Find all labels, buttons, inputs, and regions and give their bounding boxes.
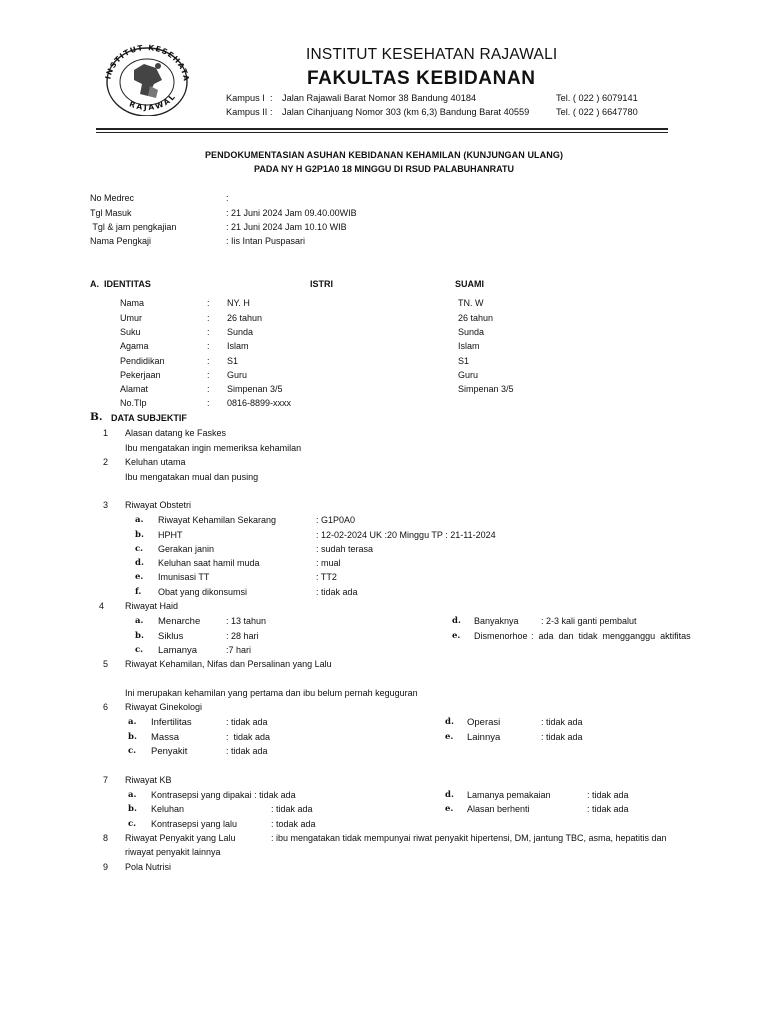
identitas-sep: : — [207, 370, 210, 380]
identitas-sep: : — [207, 313, 210, 323]
list-label: Keluhan saat hamil muda — [158, 558, 260, 568]
meta-label: Tgl & jam pengkajian — [90, 222, 177, 232]
column-istri-heading: ISTRI — [310, 279, 334, 289]
list-value: : tidak ada — [587, 790, 629, 800]
list-value: : G1P0A0 — [316, 515, 356, 525]
campus1-sep: : — [270, 93, 273, 103]
document-title-line1: PENDOKUMENTASIAN ASUHAN KEBIDANAN KEHAMILAN (KUNJUNGAN ULANG) — [204, 150, 564, 160]
identitas-istri-value: S1 — [227, 356, 239, 366]
item-label: Riwayat Kehamilan, Nifas dan Persalinan yang Lalu — [125, 659, 332, 669]
header-rule-thin — [96, 132, 668, 133]
identitas-label: Pendidikan — [120, 356, 165, 366]
list-letter: c. — [135, 544, 144, 554]
identitas-istri-value: 0816-8899-xxxx — [227, 398, 292, 408]
institution-logo — [96, 40, 198, 116]
item-number: 9 — [103, 862, 109, 872]
list-value: : sudah terasa — [316, 544, 374, 554]
identitas-label: Suku — [120, 327, 141, 337]
item-number: 5 — [103, 659, 109, 669]
item-label-continued: riwayat penyakit lainnya — [125, 847, 221, 857]
list-letter: c. — [135, 645, 144, 655]
identitas-suami-value: Sunda — [458, 327, 485, 337]
item-text: Ibu mengatakan ingin memeriksa kehamilan — [125, 443, 302, 453]
list-label: HPHT — [158, 530, 183, 540]
item-number: 8 — [103, 833, 109, 843]
list-letter: b. — [128, 732, 137, 742]
identitas-suami-value: 26 tahun — [458, 313, 494, 323]
list-label: Penyakit — [151, 746, 188, 757]
list-value: : tidak ada — [587, 804, 629, 814]
list-label: Lainnya — [467, 732, 501, 743]
campus1-label: Kampus I — [226, 93, 265, 103]
list-letter: d. — [445, 717, 454, 727]
item-label: Alasan datang ke Faskes — [125, 428, 227, 438]
identitas-label: Pekerjaan — [120, 370, 161, 380]
list-value: : tidak ada — [541, 732, 583, 742]
item-number: 2 — [103, 457, 109, 467]
item-number: 6 — [103, 702, 109, 712]
identitas-sep: : — [207, 384, 210, 394]
campus1-phone: Tel. ( 022 ) 6079141 — [556, 93, 638, 103]
svg-text:INSTITUT KESEHATAN: INSTITUT KESEHATA — [103, 42, 192, 83]
identitas-istri-value: Simpenan 3/5 — [227, 384, 283, 394]
list-letter: a. — [128, 717, 137, 727]
list-letter: e. — [445, 732, 454, 742]
list-value: : TT2 — [316, 572, 337, 582]
item-text: Ini merupakan kehamilan yang pertama dan ibu belum pernah keguguran — [125, 688, 418, 698]
list-letter: e. — [445, 804, 454, 814]
campus1-address: Jalan Rajawali Barat Nomor 38 Bandung 40184 — [282, 93, 477, 103]
list-label: Alasan berhenti — [467, 804, 530, 814]
list-value: : mual — [316, 558, 341, 568]
list-label: Siklus — [158, 631, 184, 642]
list-value: : 13 tahun — [226, 616, 267, 626]
item-number: 1 — [103, 428, 109, 438]
campus2-label: Kampus II — [226, 107, 268, 117]
meta-value: : 21 Juni 2024 Jam 10.10 WIB — [226, 222, 347, 232]
item-label: Pola Nutrisi — [125, 862, 172, 872]
list-letter: b. — [135, 530, 144, 540]
list-label: Gerakan janin — [158, 544, 215, 554]
list-label: Kontrasepsi yang lalu — [151, 819, 238, 829]
list-value: : 12-02-2024 UK :20 Minggu TP : 21-11-2024 — [316, 530, 496, 540]
item-number: 7 — [103, 775, 109, 785]
list-value: : tidak ada — [226, 717, 268, 727]
list-value: : todak ada — [271, 819, 316, 829]
list-value: : tidak ada — [271, 804, 313, 814]
item-label: Riwayat Obstetri — [125, 500, 192, 510]
identitas-sep: : — [207, 356, 210, 366]
identitas-istri-value: Guru — [227, 370, 248, 380]
list-label: Infertilitas — [151, 717, 192, 728]
list-letter: a. — [128, 790, 137, 800]
list-label: Obat yang dikonsumsi — [158, 587, 248, 597]
item-label: Riwayat Haid — [125, 601, 179, 611]
identitas-label: Alamat — [120, 384, 149, 394]
list-label: Operasi — [467, 717, 501, 728]
meta-label: No Medrec — [90, 193, 135, 203]
list-value: : 2-3 kali ganti pembalut — [541, 616, 637, 626]
institution-name: INSTITUT KESEHATAN RAJAWALI — [306, 46, 558, 63]
identitas-sep: : — [207, 341, 210, 351]
list-value: : tidak ada — [226, 732, 271, 742]
identitas-label: Umur — [120, 313, 142, 323]
faculty-name: FAKULTAS KEBIDANAN — [307, 68, 536, 89]
list-value: : ada dan tidak mengganggu aktifitas — [531, 631, 691, 641]
list-letter: d. — [445, 790, 454, 800]
identitas-suami-value: Guru — [458, 370, 479, 380]
meta-label: Nama Pengkaji — [90, 236, 152, 246]
campus2-phone: Tel. ( 022 ) 6647780 — [556, 107, 638, 117]
identitas-istri-value: NY. H — [227, 298, 250, 308]
meta-value: : — [226, 193, 229, 203]
list-letter: e. — [135, 572, 144, 582]
section-b-letter: B. — [90, 411, 103, 423]
header-rule — [96, 128, 668, 130]
list-letter: a. — [135, 616, 144, 626]
column-suami-heading: SUAMI — [455, 279, 484, 289]
section-identitas-heading: A. IDENTITAS — [90, 279, 151, 289]
list-label: Keluhan — [151, 804, 185, 814]
identitas-istri-value: Sunda — [227, 327, 254, 337]
identitas-istri-value: Islam — [227, 341, 249, 351]
meta-value: : Iis Intan Puspasari — [226, 236, 306, 246]
item-label: Riwayat KB — [125, 775, 172, 785]
list-value: : tidak ada — [541, 717, 583, 727]
list-label: Lamanya pemakaian — [467, 790, 551, 800]
item-number: 3 — [103, 500, 109, 510]
section-subjektif-heading: DATA SUBJEKTIF — [111, 413, 187, 423]
list-label: Menarche — [158, 616, 201, 627]
campus2-address: Jalan Cihanjuang Nomor 303 (km 6,3) Bandung Barat 40559 — [282, 107, 530, 117]
item-label: Keluhan utama — [125, 457, 186, 467]
identitas-sep: : — [207, 298, 210, 308]
list-letter: b. — [128, 804, 137, 814]
document-title-line2: PADA NY H G2P1A0 18 MINGGU DI RSUD PALABUHANRATU — [253, 164, 515, 174]
identitas-suami-value: TN. W — [458, 298, 484, 308]
item-text: Ibu mengatakan mual dan pusing — [125, 472, 259, 482]
identitas-istri-value: 26 tahun — [227, 313, 263, 323]
identitas-suami-value: Islam — [458, 341, 480, 351]
item-label: Riwayat Ginekologi — [125, 702, 203, 712]
list-label: Massa — [151, 732, 179, 743]
list-value: :7 hari — [226, 645, 252, 655]
list-letter: d. — [452, 616, 461, 626]
list-letter: a. — [135, 515, 144, 525]
list-letter: b. — [135, 631, 144, 641]
meta-value: : 21 Juni 2024 Jam 09.40.00WIB — [226, 208, 357, 218]
list-letter: e. — [452, 631, 461, 641]
identitas-suami-value: Simpenan 3/5 — [458, 384, 514, 394]
list-label: Kontrasepsi yang dipakai : tidak ada — [151, 790, 296, 800]
item-value: : ibu mengatakan tidak mempunyai riwat penyakit hipertensi, DM, jantung TBC, asma, hepatitis dan — [271, 833, 667, 843]
list-letter: c. — [128, 746, 137, 756]
identitas-label: No.Tlp — [120, 398, 147, 408]
identitas-label: Nama — [120, 298, 145, 308]
identitas-sep: : — [207, 398, 210, 408]
identitas-suami-value: S1 — [458, 356, 470, 366]
list-value: : 28 hari — [226, 631, 259, 641]
identitas-sep: : — [207, 327, 210, 337]
list-letter: c. — [128, 819, 137, 829]
meta-label: Tgl Masuk — [90, 208, 132, 218]
list-value: : tidak ada — [316, 587, 358, 597]
campus2-sep: : — [270, 107, 273, 117]
list-letter: d. — [135, 558, 144, 568]
list-label: Dismenorhoe — [474, 631, 528, 641]
list-label: Riwayat Kehamilan Sekarang — [158, 515, 277, 525]
list-label: Lamanya — [158, 645, 198, 656]
svg-text:RAJAWALI: RAJAWAL — [128, 91, 178, 112]
list-label: Banyaknya — [474, 616, 519, 626]
list-letter: f. — [135, 587, 142, 597]
list-label: Imunisasi TT — [158, 572, 210, 582]
list-value: : tidak ada — [226, 746, 268, 756]
identitas-label: Agama — [120, 341, 149, 351]
item-label: Riwayat Penyakit yang Lalu — [125, 833, 236, 843]
item-number: 4 — [99, 601, 105, 611]
